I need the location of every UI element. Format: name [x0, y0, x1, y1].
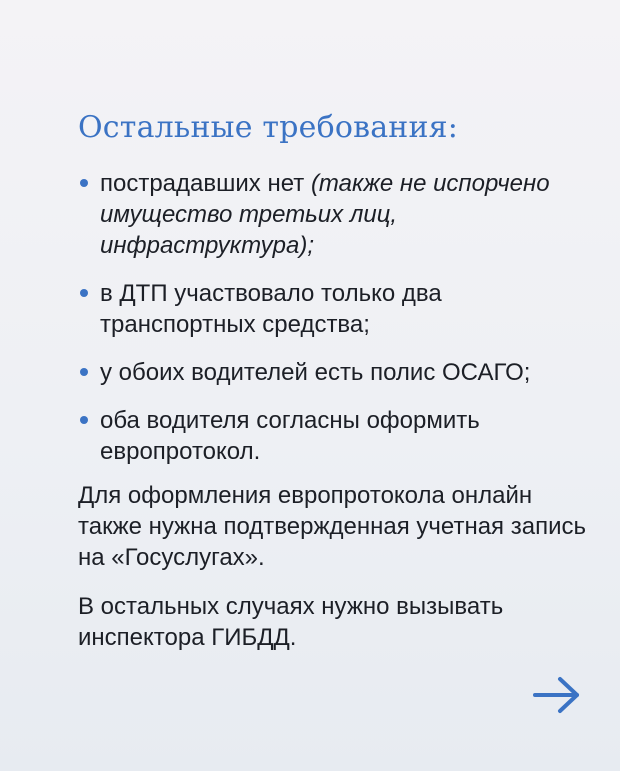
requirement-text: пострадавших нет — [100, 170, 311, 197]
list-item — [78, 168, 578, 261]
requirement-text: в ДТП участвовало только два транспортных средства; — [100, 280, 442, 338]
online-requirement-paragraph: Для оформления европротокола онлайн также нужна подтвержденная учетная запись на «Госуслугах». — [78, 482, 586, 571]
bullet-icon — [80, 179, 88, 187]
arrow-right-icon[interactable] — [532, 675, 582, 715]
requirements-list — [78, 168, 578, 484]
section-title: Остальные требования: — [78, 110, 459, 145]
bullet-icon — [80, 289, 88, 297]
requirement-text: оба водителя согласны оформить европротокол. — [100, 407, 480, 465]
list-item — [78, 357, 578, 388]
bullet-icon — [80, 368, 88, 376]
arrow-right-icon-graphic — [532, 675, 582, 715]
requirement-suffix: ; — [307, 232, 314, 259]
other-cases-paragraph: В остальных случаях нужно вызывать инспектора ГИБДД. — [78, 593, 504, 651]
list-item — [78, 278, 578, 340]
requirement-note: (также не испорчено имущество третьих лиц, инфраструктура) — [100, 170, 550, 259]
bullet-icon — [80, 416, 88, 424]
list-item — [78, 405, 578, 467]
requirement-text: у обоих водителей есть полис ОСАГО; — [100, 359, 531, 386]
